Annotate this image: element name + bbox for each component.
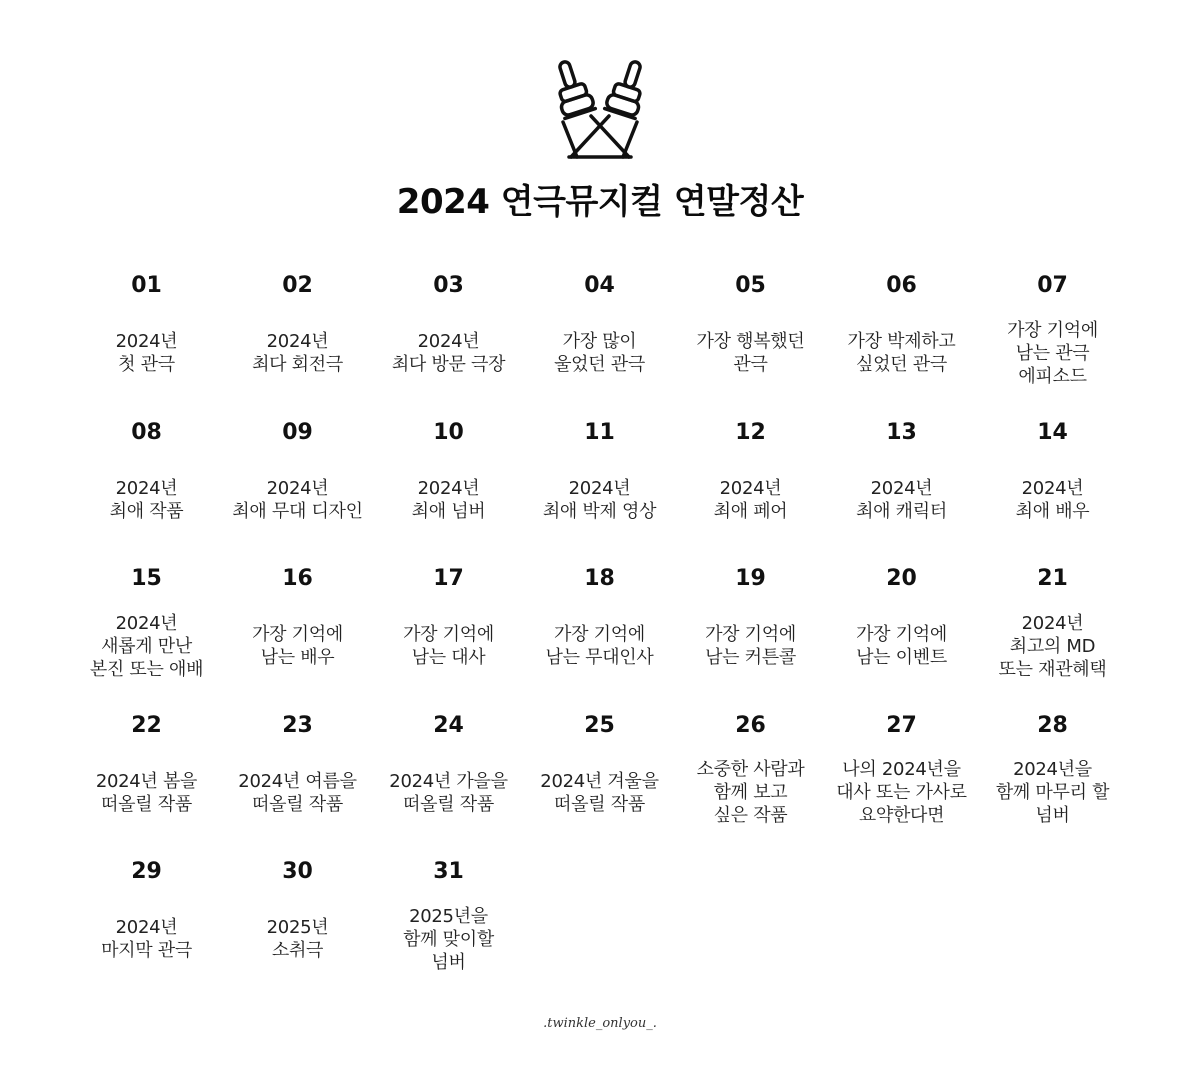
prompt-text: 2024년 첫 관극: [115, 331, 178, 375]
page-title: 2024 연극뮤지컬 연말정산: [396, 182, 804, 222]
prompt-item: [373, 566, 524, 713]
prompt-number: 04: [584, 273, 615, 298]
prompt-number: 07: [1037, 273, 1068, 298]
prompt-text: 소중한 사람과 함께 보고 싶은 작품: [696, 759, 805, 826]
prompt-number: 23: [282, 712, 313, 738]
prompt-number: 03: [433, 273, 464, 298]
prompt-item: [373, 420, 524, 567]
prompt-text: 가장 많이 울었던 관극: [554, 331, 645, 375]
prompt-number: 26: [735, 712, 766, 738]
prompt-item: [524, 420, 675, 567]
prompt-number: 10: [433, 419, 464, 445]
prompt-text: 2024년 최애 박제 영상: [542, 477, 657, 522]
prompt-number: 12: [735, 419, 766, 445]
prompt-text: 2024년 최애 페어: [713, 477, 788, 522]
prompt-item: [373, 713, 524, 860]
prompt-number: 19: [735, 566, 766, 591]
prompt-text: 2024년 마지막 관극: [101, 917, 192, 961]
prompt-item: [71, 273, 222, 420]
prompt-number: 28: [1037, 712, 1068, 738]
prompt-text: 2024년 최애 캐릭터: [856, 477, 947, 522]
prompt-item: [675, 713, 826, 860]
prompt-number: 05: [735, 273, 766, 298]
prompt-text: 2024년 최고의 MD 또는 재관혜택: [998, 612, 1107, 680]
prompt-item: [826, 273, 977, 420]
prompt-text: 가장 기억에 남는 대사: [403, 624, 494, 668]
prompt-item: [222, 566, 373, 713]
prompt-text: 나의 2024년을 대사 또는 가사로 요약한다면: [836, 759, 967, 826]
prompt-number: 27: [886, 712, 917, 738]
prompt-number: 01: [131, 273, 162, 298]
prompt-number: 18: [584, 566, 615, 591]
prompt-number: 20: [886, 566, 917, 591]
prompt-item: [222, 713, 373, 860]
prompt-text: 가장 행복했던 관극: [696, 331, 805, 375]
prompt-item: [71, 859, 222, 1006]
prompt-text: 2024년 최애 작품: [109, 477, 184, 522]
prompt-item: [71, 566, 222, 713]
prompt-grid: [71, 273, 1128, 1006]
prompt-text: 2024년을 함께 마무리 할 넘버: [995, 759, 1110, 826]
prompt-item: [977, 566, 1128, 713]
prompt-item: [977, 420, 1128, 567]
prompt-number: 25: [584, 712, 615, 738]
prompt-number: 15: [131, 566, 162, 591]
prompt-item: [977, 713, 1128, 860]
prompt-item: [222, 420, 373, 567]
prompt-item: [222, 859, 373, 1006]
prompt-number: 22: [131, 712, 162, 738]
stage-spotlights-icon: [547, 56, 653, 162]
prompt-number: 17: [433, 566, 464, 591]
prompt-item: [524, 713, 675, 860]
prompt-text: 2024년 최애 무대 디자인: [232, 477, 363, 522]
prompt-text: 2025년 소취극: [266, 917, 329, 961]
prompt-item: [826, 420, 977, 567]
prompt-text: 2024년 여름을 떠올릴 작품: [238, 770, 357, 815]
prompt-number: 29: [131, 859, 162, 884]
prompt-item: [826, 566, 977, 713]
prompt-number: 13: [886, 419, 917, 445]
prompt-number: 08: [131, 419, 162, 445]
prompt-item: [977, 273, 1128, 420]
prompt-item: [373, 859, 524, 1006]
prompt-text: 가장 기억에 남는 배우: [252, 624, 343, 668]
prompt-text: 2024년 봄을 떠올릴 작품: [95, 770, 198, 815]
prompt-item: [675, 420, 826, 567]
prompt-number: 11: [584, 419, 615, 445]
author-signature: .twinkle_onlyou_.: [543, 1016, 657, 1031]
prompt-number: 31: [433, 859, 464, 884]
prompt-number: 06: [886, 273, 917, 298]
prompt-text: 2024년 가을을 떠올릴 작품: [389, 770, 508, 815]
prompt-text: 가장 기억에 남는 무대인사: [545, 624, 654, 668]
prompt-item: [222, 273, 373, 420]
prompt-item: [675, 566, 826, 713]
prompt-number: 30: [282, 859, 313, 884]
prompt-text: 2024년 최다 방문 극장: [391, 331, 506, 375]
prompt-number: 24: [433, 712, 464, 738]
prompt-text: 가장 기억에 남는 관극 에피소드: [1007, 319, 1098, 387]
prompt-text: 2024년 최다 회전극: [252, 331, 343, 375]
prompt-item: [524, 273, 675, 420]
prompt-text: 2024년 겨울을 떠올릴 작품: [540, 770, 659, 815]
prompt-number: 02: [282, 273, 313, 298]
prompt-item: [71, 713, 222, 860]
prompt-text: 가장 기억에 남는 이벤트: [856, 624, 947, 668]
prompt-number: 16: [282, 566, 313, 591]
prompt-item: [524, 566, 675, 713]
prompt-text: 2024년 새롭게 만난 본진 또는 애배: [89, 612, 204, 680]
prompt-item: [675, 273, 826, 420]
prompt-number: 14: [1037, 419, 1068, 445]
prompt-item: [71, 420, 222, 567]
prompt-text: 2024년 최애 배우: [1015, 477, 1090, 522]
prompt-item: [826, 713, 977, 860]
prompt-text: 가장 박제하고 싶었던 관극: [847, 331, 956, 375]
prompt-text: 2025년을 함께 맞이할 넘버: [403, 905, 494, 973]
prompt-text: 가장 기억에 남는 커튼콜: [705, 624, 796, 668]
prompt-number: 09: [282, 419, 313, 445]
prompt-item: [373, 273, 524, 420]
prompt-number: 21: [1037, 566, 1068, 591]
prompt-text: 2024년 최애 넘버: [411, 477, 486, 522]
